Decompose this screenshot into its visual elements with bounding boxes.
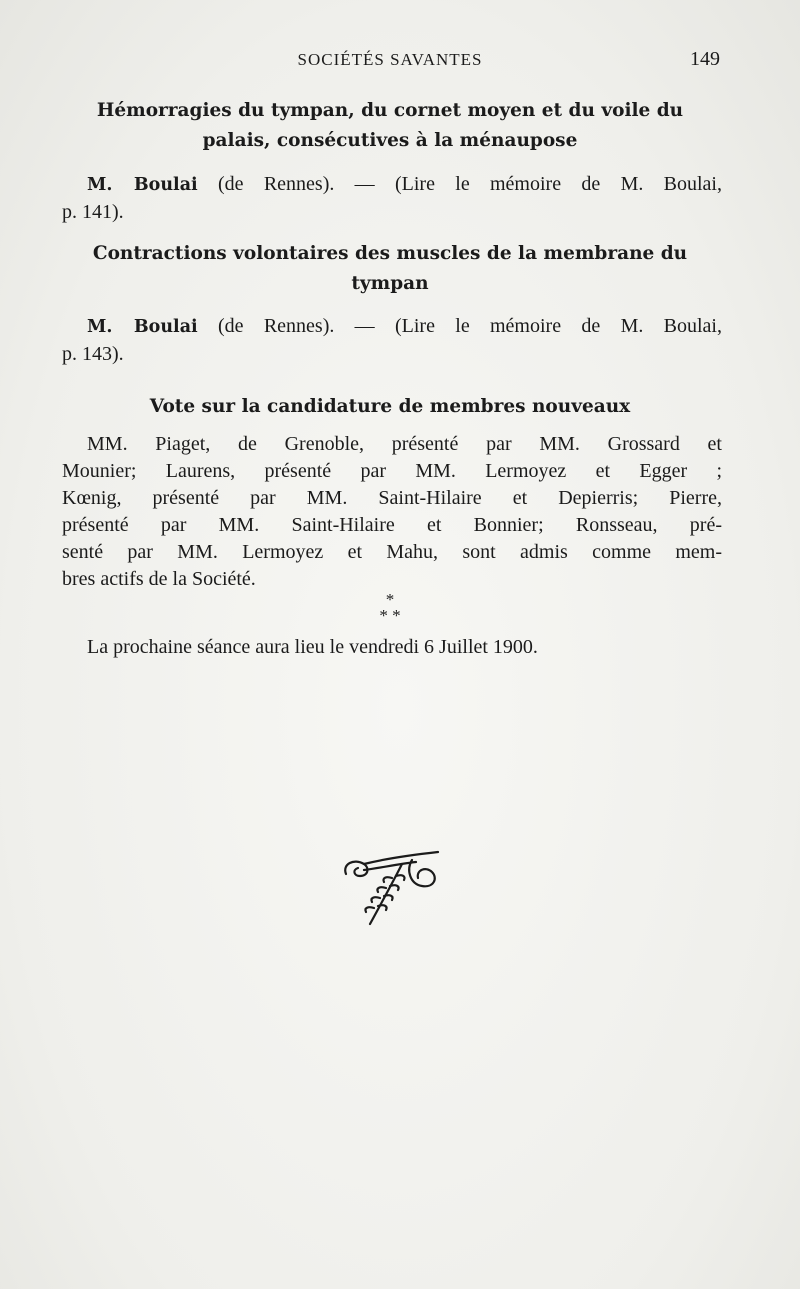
running-head bbox=[60, 48, 720, 74]
paragraph-line bbox=[62, 431, 722, 458]
paragraph-line bbox=[62, 171, 722, 199]
asterism bbox=[360, 592, 420, 624]
paragraph-line: bres actifs de la Société. bbox=[62, 568, 256, 590]
paragraph-text: (de Rennes). — (Lire le mémoire de M. Boulai, bbox=[218, 315, 722, 337]
asterism-top: * bbox=[385, 590, 395, 609]
paragraph-line: senté par MM. Lermoyez et Mahu, sont admis comme mem- bbox=[62, 541, 722, 563]
paragraph-line: présenté par MM. Saint-Hilaire et Bonnier; Ronsseau, pré- bbox=[62, 514, 722, 536]
page-number: 149 bbox=[690, 48, 720, 70]
paragraph-text: (de Rennes). — (Lire le mémoire de M. Boulai, bbox=[218, 173, 722, 195]
section-heading-contractions bbox=[60, 239, 720, 299]
closing-sentence: La prochaine séance aura lieu le vendredi 6 Juillet 1900. bbox=[87, 636, 538, 658]
paragraph-line bbox=[62, 313, 722, 341]
paragraph-new-members bbox=[62, 431, 722, 593]
section-heading-vote bbox=[60, 392, 720, 422]
heading-line: Hémorragies du tympan, du cornet moyen et du voile du bbox=[96, 100, 684, 121]
heading-line: palais, consécutives à la ménaupose bbox=[202, 130, 578, 151]
author-name: M. Boulai bbox=[87, 175, 198, 195]
running-title: SOCIÉTÉS SAVANTES bbox=[297, 50, 483, 69]
fleuron-ornament-icon bbox=[340, 850, 444, 930]
paragraph-line: Kœnig, présenté par MM. Saint-Hilaire et Depierris; Pierre, bbox=[62, 487, 722, 509]
section-heading-hemorragies bbox=[60, 96, 720, 156]
asterism-bottom: * * bbox=[379, 606, 401, 625]
heading-line: tympan bbox=[351, 273, 429, 294]
paragraph-text: MM. Piaget, de Grenoble, présenté par MM. Grossard et bbox=[87, 433, 722, 455]
paragraph-line: p. 143). bbox=[62, 343, 124, 365]
heading-line: Contractions volontaires des muscles de la membrane du bbox=[92, 243, 688, 264]
paragraph-boulai-2 bbox=[62, 313, 722, 368]
paragraph-line: p. 141). bbox=[62, 201, 124, 223]
paragraph-boulai-1 bbox=[62, 171, 722, 226]
author-name: M. Boulai bbox=[87, 317, 198, 337]
paragraph-line: Mounier; Laurens, présenté par MM. Lermoyez et Egger ; bbox=[62, 460, 722, 482]
heading-line: Vote sur la candidature de membres nouveaux bbox=[149, 396, 631, 417]
